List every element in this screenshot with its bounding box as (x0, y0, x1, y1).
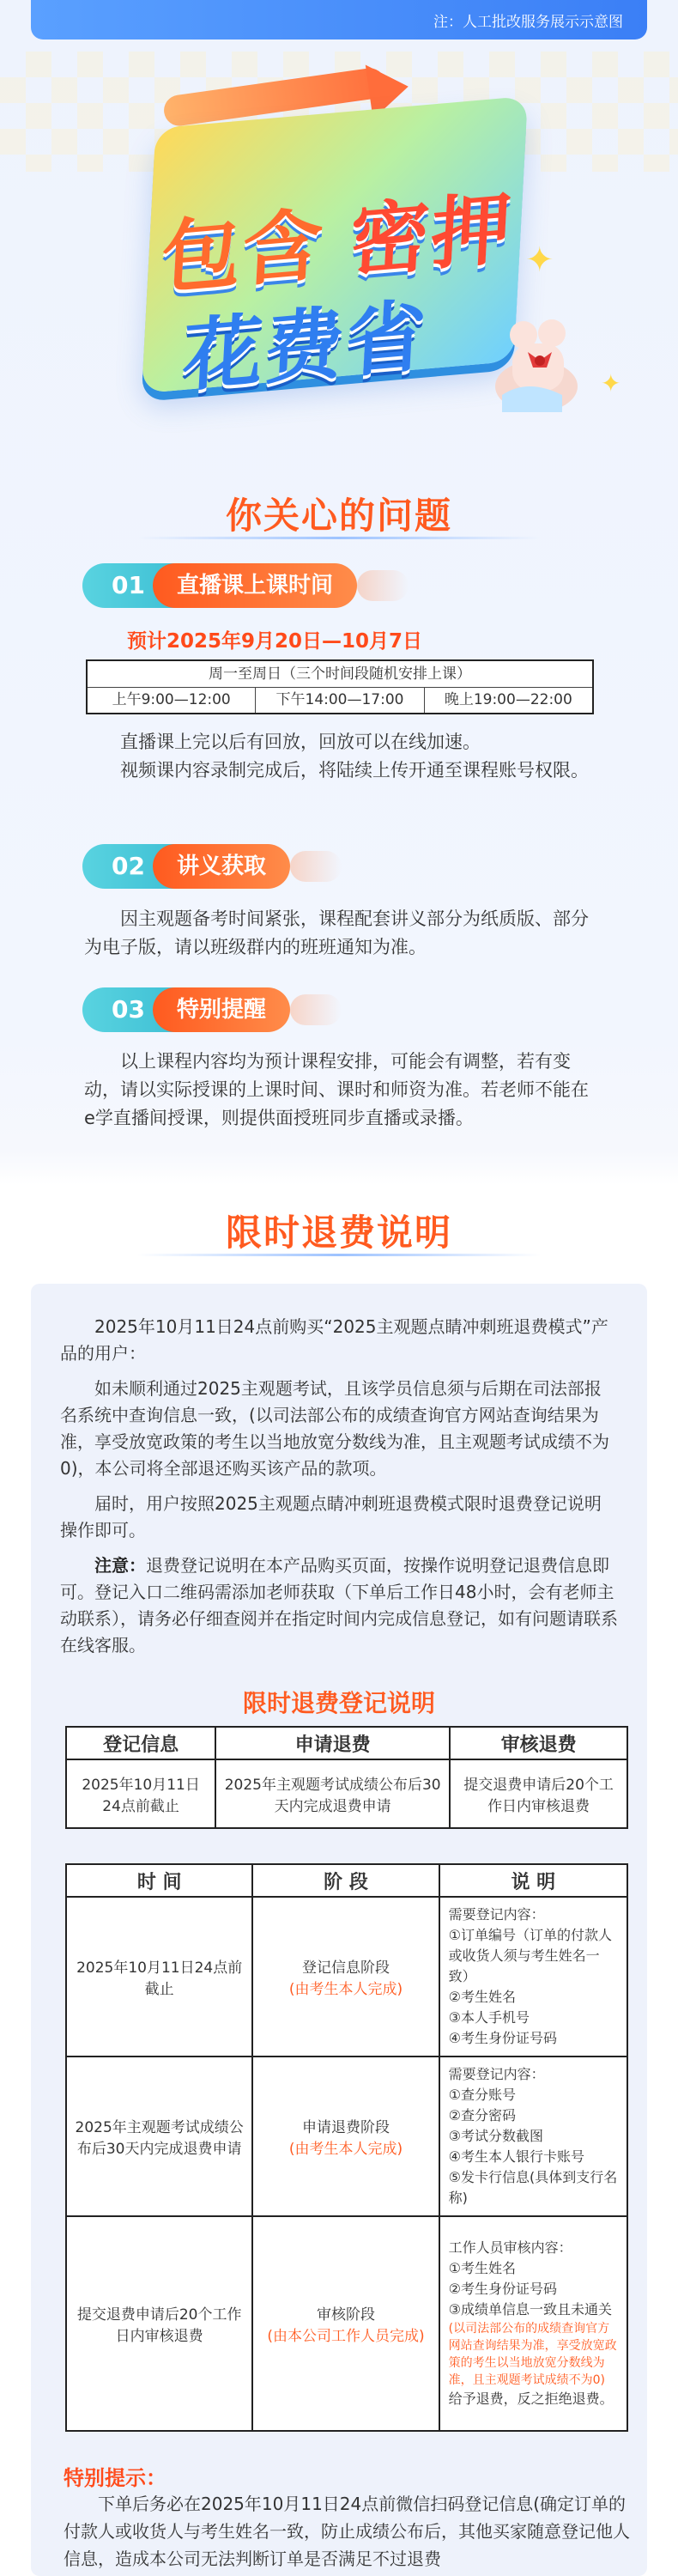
table-header: 登记信息 (66, 1727, 215, 1759)
paragraph: 视频课内容录制完成后，将陆续上传开通至课程账号权限。 (120, 760, 589, 781)
section-title-refund: 限时退费说明 (225, 1212, 452, 1254)
desc-item: ①订单编号（订单的付款人或收货人须与考生姓名一致） (448, 1927, 612, 1984)
sparkle-icon: ✦ (601, 369, 621, 398)
table-row (66, 2057, 627, 2216)
table-header: 申请退费 (215, 1727, 450, 1759)
notice-label: 注意： (94, 1555, 146, 1576)
paragraph: 下单后务必在2025年10月11日24点前微信扫码登记信息(确定订单的付款人或收货人与考生姓名一致，防止成绩公布后，其他买家随意登记他人信息，造成本公司无法判断订单是否满足不过退费 (64, 2494, 630, 2569)
pill-label: 直播课上课时间 (153, 563, 357, 608)
desc-item: ②考生身份证号码 (448, 2281, 557, 2297)
notice-paragraph (60, 1552, 618, 1659)
question-pill-02 (82, 844, 374, 889)
pill-number: 01 (82, 563, 220, 608)
table-header: 阶 段 (252, 1864, 439, 1897)
stage-name: 登记信息阶段 (302, 1959, 390, 1977)
schedule-table (86, 659, 594, 714)
time-cell: 2025年主观题考试成绩公布后30天内完成退费申请 (66, 2057, 252, 2216)
time-cell: 提交退费申请后20个工作日内审核退费 (66, 2216, 252, 2431)
pill-number: 02 (82, 844, 220, 889)
table-header: 说 明 (439, 1864, 627, 1897)
desc-item: ②查分密码 (448, 2107, 516, 2123)
paragraph: 直播课上完以后有回放，回放可以在线加速。 (120, 732, 481, 752)
stage-name: 审核阶段 (317, 2306, 375, 2324)
item3-text (84, 1048, 599, 1133)
special-tip-title: 特别提示： (64, 2466, 166, 2490)
schedule-slot-evening: 晚上19:00—22:00 (424, 687, 592, 713)
table-row (66, 1897, 627, 2057)
hero-word-baohan: 包含 (159, 198, 327, 305)
notice-text: 退费登记说明在本产品购买页面，按操作说明登记退费信息即可。登记入口二维码需添加老师获取（下单后工作日48小时，会有老师主动联系），请务必仔细查阅并在指定时间内完成信息登记，如有问题请联系在线客服。 (60, 1555, 618, 1656)
hero-headline-line2: 花费省 (180, 289, 430, 404)
table-cell: 提交退费申请后20个工作日内审核退费 (450, 1759, 627, 1828)
section-title-underline (137, 537, 541, 539)
desc-item: ⑤发卡行信息(具体到支行名称) (448, 2169, 618, 2206)
desc-orange-note: (以司法部公布的成绩查询官方网站查询结果为准，享受放宽政策的考生以当地放宽分数线为准，且主观题考试成绩不为0) (448, 2322, 617, 2387)
sparkle-icon: ✦ (525, 240, 554, 280)
stage-note: (由考生本人完成) (288, 1981, 403, 1998)
course-date-range: 预计2025年9月20日—10月7日 (127, 630, 423, 653)
paragraph: 因主观题备考时间紧张，课程配套讲义部分为纸质版、部分为电子版，请以班级群内的班班通知为准。 (84, 908, 589, 957)
paragraph: 如未顺利通过2025主观题考试，且该学员信息须与后期在司法部报名系统中查询信息一致，(以司法部公布的成绩查询官方网站查询结果为准，享受放宽政策的考生以当地放宽分数线为准，且主观题考试成绩不为0)，本公司将全部退还购买该产品的款项。 (60, 1378, 609, 1479)
pill-label: 讲义获取 (153, 844, 290, 889)
desc-cell (439, 2057, 627, 2216)
schedule-slot-afternoon: 下午14:00—17:00 (255, 687, 423, 713)
service-note-banner (31, 0, 647, 39)
paragraph: 届时，用户按照2025主观题点睛冲刺班退费模式限时退费登记说明操作即可。 (60, 1493, 602, 1540)
mascot-hand-icon (476, 283, 614, 421)
question-pill-03 (82, 987, 374, 1032)
paragraph: 以上课程内容均为预计课程安排，可能会有调整，若有变动，请以实际授课的上课时间、课时和师资为准。若老师不能在e学直播间授课，则提供面授班同步直播或录播。 (84, 1051, 589, 1128)
desc-cell (439, 2216, 627, 2431)
refund-registration-subtitle: 限时退费登记说明 (242, 1689, 435, 1717)
desc-title: 需要登记内容： (448, 1906, 545, 1923)
stage-note: (由本公司工作人员完成) (267, 2328, 425, 2345)
desc-title: 工作人员审核内容： (448, 2239, 572, 2256)
section-title-questions: 你关心的问题 (225, 495, 452, 537)
desc-item: ④考生本人银行卡账号 (448, 2148, 584, 2165)
paragraph: 2025年10月11日24点前购买“2025主观题点睛冲刺班退费模式”产品的用户： (60, 1316, 608, 1364)
question-pill-01 (82, 563, 374, 608)
desc-item: ②考生姓名 (448, 1989, 516, 2005)
table-cell: 2025年10月11日24点前截止 (66, 1759, 215, 1828)
table-cell: 2025年主观题考试成绩公布后30天内完成退费申请 (215, 1759, 450, 1828)
stage-cell (252, 2216, 439, 2431)
table-header: 时 间 (66, 1864, 252, 1897)
desc-item: ③本人手机号 (448, 2009, 530, 2026)
desc-item: ④考生身份证号码 (448, 2030, 557, 2046)
refund-process-table (65, 1863, 628, 2432)
pill-label: 特别提醒 (153, 987, 290, 1032)
service-note-text: 注：人工批改服务展示示意图 (433, 13, 623, 31)
table-header: 审核退费 (450, 1727, 627, 1759)
desc-tail: 给予退费，反之拒绝退费。 (448, 2391, 614, 2407)
stage-name: 申请退费阶段 (302, 2119, 390, 2136)
desc-item: ③成绩单信息一致且未通关 (448, 2301, 612, 2318)
special-tip-text (64, 2490, 630, 2573)
refund-summary-table (65, 1726, 628, 1829)
desc-cell (439, 1897, 627, 2057)
time-cell: 2025年10月11日24点前截止 (66, 1897, 252, 2057)
desc-title: 需要登记内容： (448, 2066, 545, 2082)
pill-number: 03 (82, 987, 220, 1032)
item1-text (84, 728, 599, 785)
schedule-header: 周一至周日（三个时间段随机安排上课） (209, 665, 471, 683)
desc-item: ①考生姓名 (448, 2260, 516, 2276)
refund-intro (60, 1314, 618, 1668)
table-row (66, 2216, 627, 2431)
desc-item: ①查分账号 (448, 2087, 516, 2103)
stage-cell (252, 2057, 439, 2216)
hero-word-miya: 密押 (347, 182, 516, 289)
item2-text (84, 905, 599, 962)
stage-note: (由考生本人完成) (288, 2141, 403, 2158)
schedule-slot-morning: 上午9:00—12:00 (88, 687, 255, 713)
schedule-slots-row (88, 687, 592, 713)
section-title-underline (137, 1254, 541, 1256)
stage-cell (252, 1897, 439, 2057)
desc-item: ③考试分数截图 (448, 2128, 543, 2144)
